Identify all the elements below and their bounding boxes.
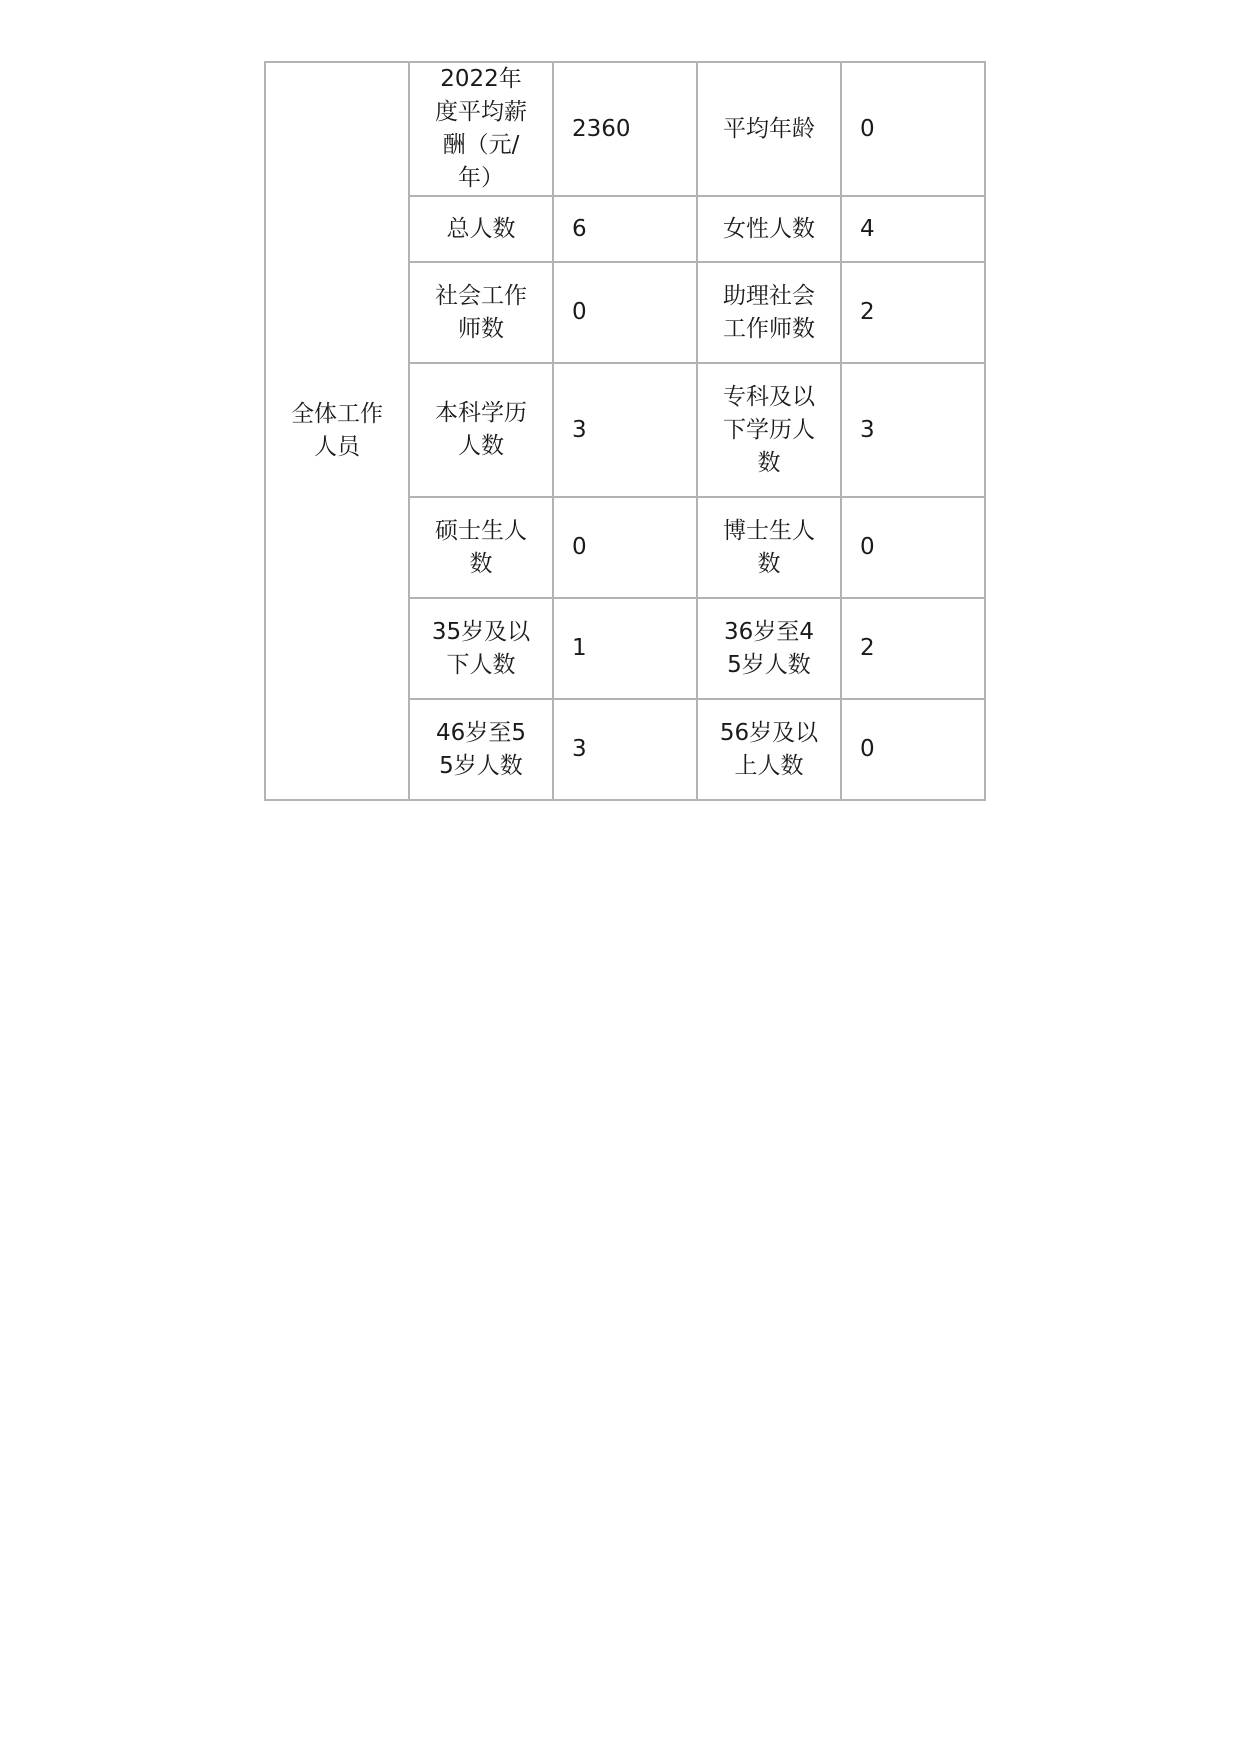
row-label-text: 总人数 [446,215,516,242]
row-value: 0 [841,497,985,598]
row-label-text: 2022年度平均薪酬（元/年） [435,66,527,191]
row-label [697,196,841,262]
row-label [697,497,841,598]
row-value: 0 [553,497,697,598]
row-label-text: 专科及以下学历人数 [723,383,815,476]
row-label [697,699,841,800]
row-value: 6 [553,196,697,262]
row-label-text: 硕士生人数 [435,517,527,577]
row-label-text: 56岁及以上人数 [719,719,819,779]
row-label-text: 助理社会工作师数 [723,282,815,342]
row-value: 2360 [553,62,697,196]
row-label-text: 36岁至45岁人数 [724,618,814,678]
row-label [409,699,553,800]
row-value: 3 [553,699,697,800]
row-value: 3 [553,363,697,497]
row-label [409,62,553,196]
row-label-text: 女性人数 [723,215,815,242]
group-label: 全体工作人员 [291,401,383,460]
row-label [697,262,841,363]
table-row [265,62,985,196]
row-label [697,598,841,699]
row-label-text: 社会工作师数 [435,282,527,342]
row-value: 1 [553,598,697,699]
row-label [409,196,553,262]
row-label [409,363,553,497]
row-value: 4 [841,196,985,262]
row-label [697,62,841,196]
row-label [409,262,553,363]
row-label-text: 本科学历人数 [435,400,527,459]
row-value: 2 [841,598,985,699]
row-value: 0 [841,62,985,196]
staff-statistics-table [264,61,986,801]
row-label [697,363,841,497]
row-label [409,598,553,699]
row-label-text: 博士生人数 [723,517,815,577]
row-value: 2 [841,262,985,363]
row-label-text: 46岁至55岁人数 [436,719,526,779]
row-value: 0 [841,699,985,800]
row-label-text: 平均年龄 [723,115,815,142]
row-label [409,497,553,598]
row-value: 0 [553,262,697,363]
row-label-text: 35岁及以下人数 [431,618,531,678]
row-value: 3 [841,363,985,497]
group-cell [265,62,409,800]
